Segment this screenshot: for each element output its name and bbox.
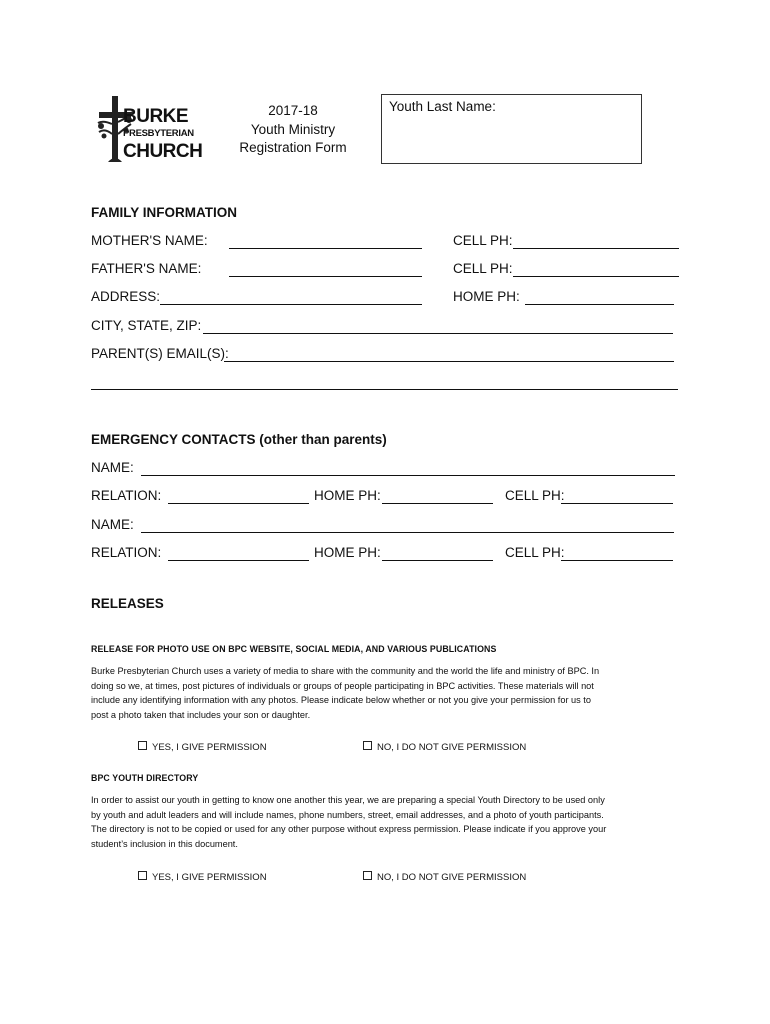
directory-yes-label: YES, I GIVE PERMISSION [152, 872, 267, 883]
photo-release-line: include any identifying information with any photos. Please indicate below whether or not you give your permission for us to [91, 695, 591, 705]
emergency-home-label-2: HOME PH: [314, 545, 381, 560]
emergency-name-field-1[interactable] [141, 461, 675, 476]
form-program: Youth Ministry [250, 121, 336, 137]
logo-church: CHURCH [123, 141, 203, 162]
mother-field[interactable] [229, 234, 422, 249]
address-field[interactable] [160, 290, 422, 305]
emergency-cell-label-1: CELL PH: [505, 488, 565, 503]
form-title [226, 102, 360, 158]
emergency-cell-field-1[interactable] [561, 489, 673, 504]
emergency-cell-field-2[interactable] [561, 546, 673, 561]
father-cell-label: CELL PH: [453, 261, 513, 276]
parent-email-label: PARENT(S) EMAIL(S): [91, 346, 229, 361]
mother-cell-label: CELL PH: [453, 233, 513, 248]
directory-text [91, 793, 691, 851]
directory-line: by youth and adult leaders and will include names, phone numbers, street, email addresses, and a photo of youth participants. [91, 809, 604, 820]
directory-line: student’s inclusion in this document. [91, 838, 238, 849]
emergency-relation-label-1: RELATION: [91, 488, 162, 503]
emergency-home-field-2[interactable] [382, 546, 493, 561]
emergency-heading: EMERGENCY CONTACTS (other than parents) [91, 432, 387, 447]
mother-label: MOTHER'S NAME: [91, 233, 208, 248]
photo-release-line: doing so we, at times, post pictures of individuals or groups of people participating in BPC activities. These materials will not [91, 680, 594, 691]
checkbox-icon[interactable] [363, 871, 372, 880]
logo-burke: BURKE [123, 106, 189, 127]
form-year: 2017-18 [268, 103, 318, 118]
home-phone-label: HOME PH: [453, 289, 520, 304]
directory-no-checkbox[interactable] [363, 871, 526, 883]
photo-release-line: Burke Presbyterian Church uses a variety of media to share with the community and the world the life and ministry of BPC. In [91, 666, 600, 676]
photo-release-heading: RELEASE FOR PHOTO USE ON BPC WEBSITE, SOCIAL MEDIA, AND VARIOUS PUBLICATIONS [91, 644, 497, 654]
emergency-name-label-1: NAME: [91, 460, 134, 475]
form-name: Registration Form [239, 140, 347, 155]
emergency-relation-field-1[interactable] [168, 489, 309, 504]
directory-yes-checkbox[interactable] [138, 871, 267, 883]
church-logo [95, 94, 205, 166]
checkbox-icon[interactable] [138, 741, 147, 750]
checkbox-icon[interactable] [363, 741, 372, 750]
father-label: FATHER'S NAME: [91, 261, 202, 276]
photo-yes-label: YES, I GIVE PERMISSION [152, 742, 267, 753]
checkbox-icon[interactable] [138, 871, 147, 880]
photo-no-checkbox[interactable] [363, 741, 526, 753]
emergency-home-label-1: HOME PH: [314, 488, 381, 503]
photo-release-line: post a photo taken that includes your son or daughter. [91, 709, 311, 720]
photo-yes-checkbox[interactable] [138, 741, 267, 753]
parent-email-field[interactable] [224, 347, 674, 362]
emergency-relation-label-2: RELATION: [91, 545, 162, 560]
directory-no-label: NO, I DO NOT GIVE PERMISSION [377, 872, 527, 883]
emergency-name-label-2: NAME: [91, 517, 134, 532]
emergency-home-field-1[interactable] [382, 489, 493, 504]
youth-last-name-box[interactable] [381, 94, 642, 164]
directory-heading: BPC YOUTH DIRECTORY [91, 773, 199, 783]
emergency-cell-label-2: CELL PH: [505, 545, 565, 560]
logo-presbyterian: PRESBYTERIAN [123, 128, 194, 139]
photo-release-text [91, 664, 691, 722]
family-heading: FAMILY INFORMATION [91, 205, 238, 220]
address-label: ADDRESS: [91, 289, 161, 304]
city-state-zip-field[interactable] [203, 319, 673, 334]
directory-line: In order to assist our youth in getting to know one another this year, we are preparing a special Youth Directory to be used only [91, 795, 605, 805]
mother-cell-field[interactable] [513, 234, 679, 249]
photo-no-label: NO, I DO NOT GIVE PERMISSION [377, 742, 527, 753]
directory-line: The directory is not to be copied or used for any other purpose without express permission. Please indicate if you approve your [91, 824, 607, 834]
city-state-zip-label: CITY, STATE, ZIP: [91, 318, 202, 333]
releases-heading: RELEASES [91, 596, 164, 611]
father-cell-field[interactable] [513, 262, 679, 277]
youth-last-name-label: Youth Last Name: [389, 99, 496, 114]
parent-email-field-2[interactable] [91, 375, 678, 390]
home-phone-field[interactable] [525, 290, 674, 305]
emergency-relation-field-2[interactable] [168, 546, 309, 561]
father-field[interactable] [229, 262, 422, 277]
emergency-name-field-2[interactable] [141, 518, 674, 533]
